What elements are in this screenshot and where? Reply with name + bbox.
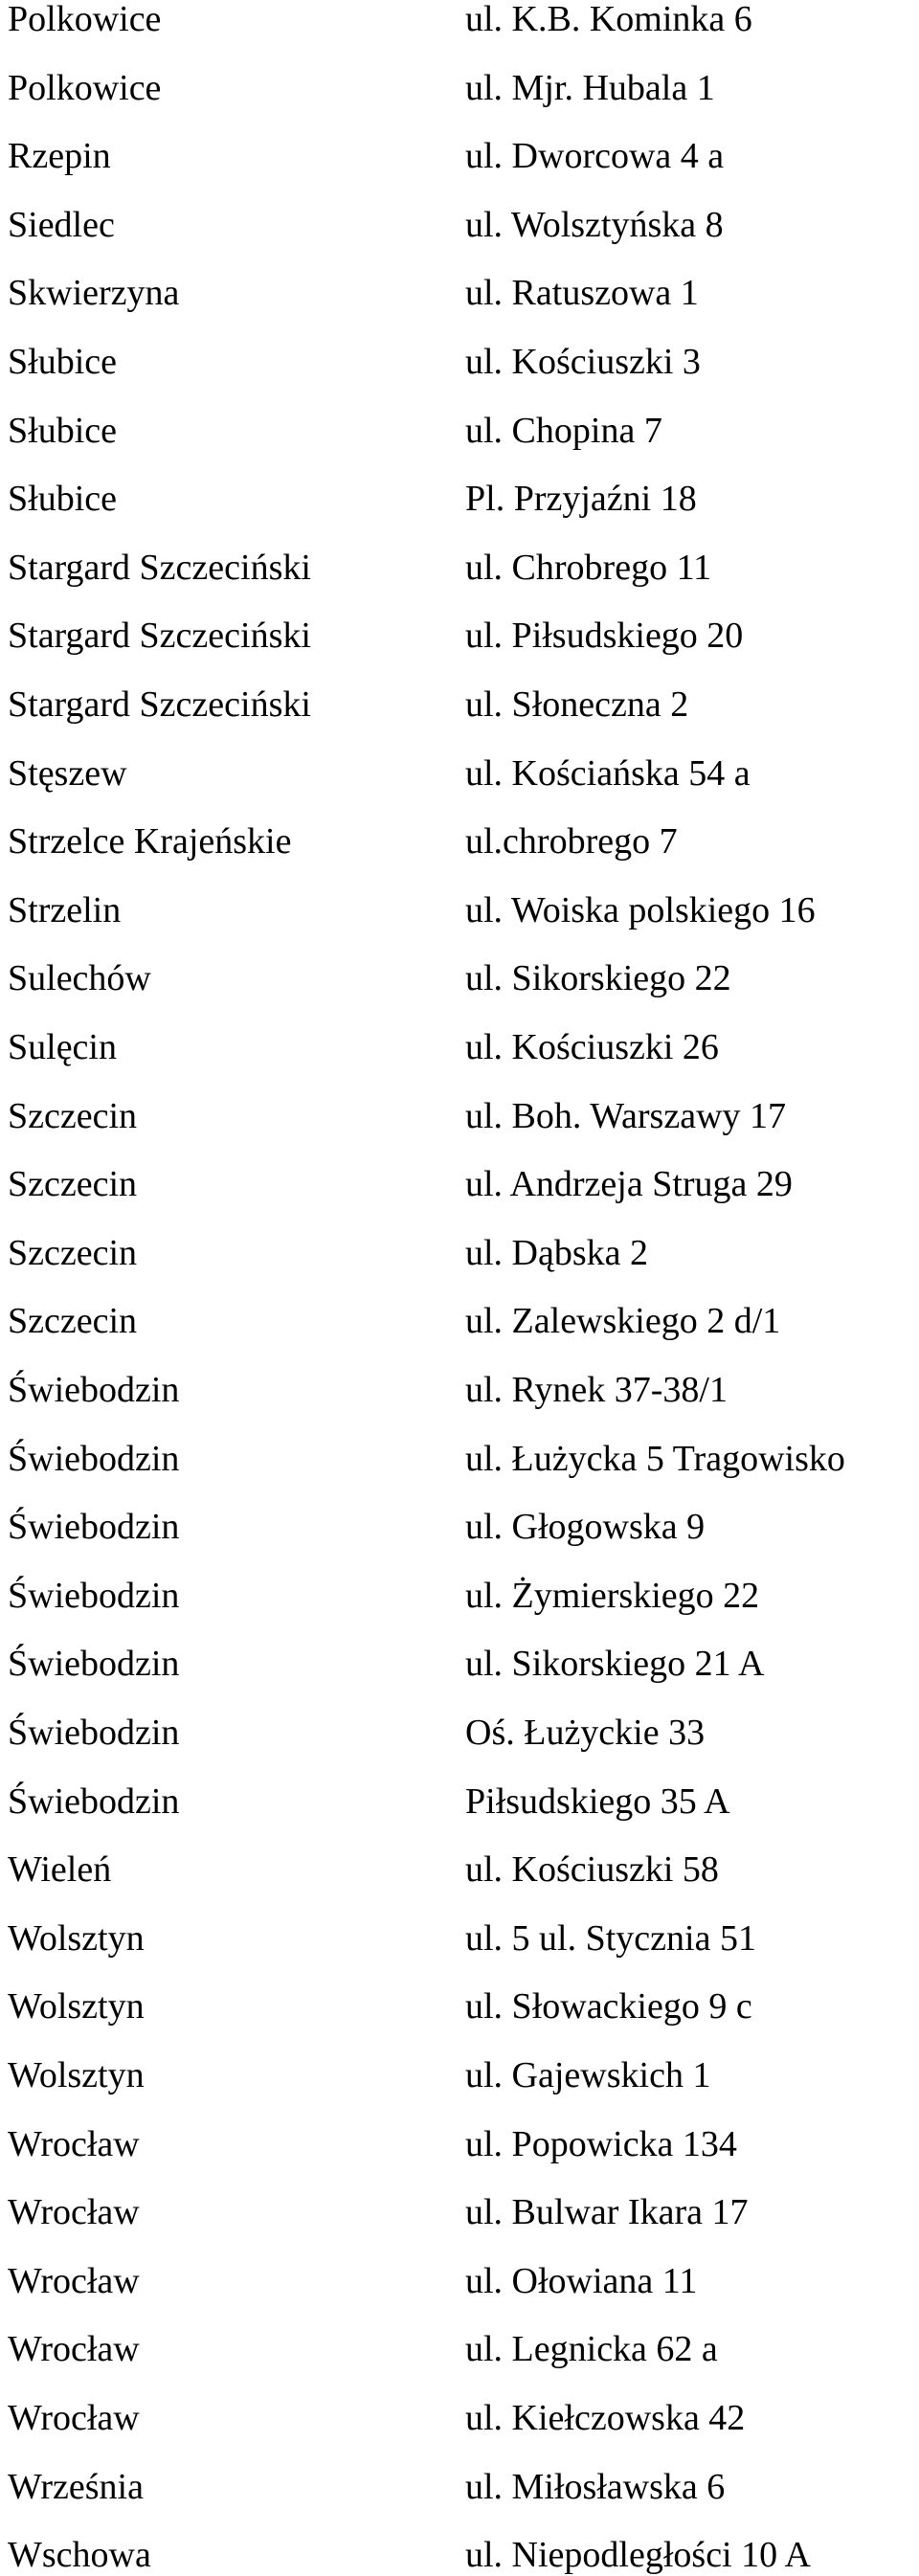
street-address: ul. Bulwar Ikara 17 — [465, 2192, 749, 2233]
street-address: ul. Słoneczna 2 — [465, 684, 689, 725]
street-address: Piłsudskiego 35 A — [465, 1781, 730, 1822]
street-address: ul. Kościańska 54 a — [465, 752, 751, 794]
street-address: ul. Ratuszowa 1 — [465, 273, 699, 314]
city-name: Polkowice — [8, 67, 162, 108]
list-item — [0, 0, 919, 54]
street-address: Pl. Przyjaźni 18 — [465, 479, 697, 520]
street-address: ul. Głogowska 9 — [465, 1507, 706, 1548]
list-item — [0, 258, 919, 327]
city-name: Szczecin — [8, 1095, 138, 1136]
list-item — [0, 122, 919, 190]
city-name: Świebodzin — [8, 1370, 180, 1410]
list-item — [0, 464, 919, 533]
list-item — [0, 533, 919, 602]
street-address: ul.chrobrego 7 — [465, 821, 678, 862]
list-item — [0, 1561, 919, 1630]
street-address: ul. Andrzeja Struga 29 — [465, 1164, 793, 1205]
city-name: Września — [8, 2466, 144, 2507]
street-address: ul. K.B. Kominka 6 — [465, 0, 752, 39]
list-item — [0, 944, 919, 1013]
street-address: ul. Ołowiana 11 — [465, 2260, 698, 2301]
street-address: ul. Łużycka 5 Tragowisko — [465, 1438, 845, 1479]
city-name: Świebodzin — [8, 1438, 180, 1479]
street-address: ul. Chrobrego 11 — [465, 547, 712, 588]
list-item — [0, 2453, 919, 2521]
city-name: Wolsztyn — [8, 1986, 145, 2027]
city-name: Stęszew — [8, 752, 127, 794]
list-item — [0, 2178, 919, 2247]
list-item — [0, 1424, 919, 1493]
street-address: ul. Dworcowa 4 a — [465, 136, 725, 177]
city-name: Stargard Szczeciński — [8, 616, 311, 657]
street-address: ul. Rynek 37-38/1 — [465, 1370, 728, 1410]
list-item — [0, 739, 919, 808]
street-address: ul. Dąbska 2 — [465, 1232, 649, 1273]
street-address: ul. Słowackiego 9 c — [465, 1986, 752, 2027]
street-address: ul. 5 ul. Stycznia 51 — [465, 1917, 756, 1959]
city-name: Słubice — [8, 479, 117, 520]
street-address: ul. Zalewskiego 2 d/1 — [465, 1301, 781, 1342]
city-name: Wrocław — [8, 2192, 140, 2233]
street-address: ul. Żymierskiego 22 — [465, 1575, 760, 1616]
city-name: Szczecin — [8, 1301, 138, 1342]
street-address: ul. Kościuszki 26 — [465, 1027, 719, 1067]
list-item — [0, 1082, 919, 1151]
list-item — [0, 2041, 919, 2110]
street-address: ul. Wolsztyńska 8 — [465, 204, 724, 245]
city-name: Wolsztyn — [8, 2055, 145, 2095]
city-name: Sulechów — [8, 958, 151, 999]
list-item — [0, 1972, 919, 2041]
street-address: ul. Kościuszki 58 — [465, 1849, 719, 1891]
city-name: Wschowa — [8, 2535, 151, 2576]
list-item — [0, 601, 919, 670]
list-item — [0, 2110, 919, 2179]
street-address: ul. Sikorskiego 22 — [465, 958, 731, 999]
street-address: ul. Sikorskiego 21 A — [465, 1644, 765, 1685]
street-address: ul. Miłosławska 6 — [465, 2466, 726, 2507]
list-item — [0, 1355, 919, 1424]
street-address: ul. Popowicka 134 — [465, 2123, 737, 2164]
list-item — [0, 1013, 919, 1082]
list-item — [0, 1492, 919, 1561]
city-name: Szczecin — [8, 1232, 138, 1273]
city-name: Wolsztyn — [8, 1917, 145, 1959]
list-item — [0, 1629, 919, 1698]
city-name: Rzepin — [8, 136, 111, 177]
list-item — [0, 1767, 919, 1836]
list-item — [0, 2520, 919, 2576]
city-name: Sulęcin — [8, 1027, 117, 1067]
list-item — [0, 1835, 919, 1904]
city-name: Siedlec — [8, 204, 115, 245]
list-item — [0, 1698, 919, 1767]
street-address: ul. Piłsudskiego 20 — [465, 616, 744, 657]
street-address: ul. Chopina 7 — [465, 410, 662, 451]
street-address: ul. Legnicka 62 a — [465, 2329, 718, 2370]
city-name: Świebodzin — [8, 1713, 180, 1753]
city-name: Szczecin — [8, 1164, 138, 1205]
street-address: Oś. Łużyckie 33 — [465, 1713, 706, 1753]
list-item — [0, 670, 919, 739]
city-name: Wrocław — [8, 2398, 140, 2438]
city-name: Strzelce Krajeńskie — [8, 821, 292, 862]
city-name: Świebodzin — [8, 1575, 180, 1616]
city-name: Strzelin — [8, 889, 122, 930]
list-item — [0, 2247, 919, 2316]
city-name: Świebodzin — [8, 1781, 180, 1822]
list-item — [0, 2315, 919, 2384]
city-name: Świebodzin — [8, 1644, 180, 1685]
street-address: ul. Boh. Warszawy 17 — [465, 1095, 787, 1136]
city-name: Słubice — [8, 410, 117, 451]
city-name: Stargard Szczeciński — [8, 684, 311, 725]
street-address: ul. Kościuszki 3 — [465, 342, 701, 382]
city-name: Wrocław — [8, 2329, 140, 2370]
city-name: Świebodzin — [8, 1507, 180, 1548]
list-item — [0, 807, 919, 876]
list-item — [0, 54, 919, 123]
list-item — [0, 1287, 919, 1355]
list-item — [0, 876, 919, 945]
list-item — [0, 327, 919, 396]
city-name: Polkowice — [8, 0, 162, 39]
street-address: ul. Niepodległości 10 A — [465, 2535, 811, 2576]
city-name: Stargard Szczeciński — [8, 547, 311, 588]
list-item — [0, 396, 919, 465]
street-address: ul. Kiełczowska 42 — [465, 2398, 746, 2438]
city-name: Słubice — [8, 342, 117, 382]
street-address: ul. Woiska polskiego 16 — [465, 889, 816, 930]
street-address: ul. Mjr. Hubala 1 — [465, 67, 715, 108]
city-name: Wrocław — [8, 2260, 140, 2301]
list-item — [0, 1219, 919, 1288]
list-item — [0, 1904, 919, 1973]
list-item — [0, 190, 919, 259]
street-address: ul. Gajewskich 1 — [465, 2055, 711, 2095]
city-name: Wieleń — [8, 1849, 112, 1891]
city-name: Wrocław — [8, 2123, 140, 2164]
list-item — [0, 2384, 919, 2453]
city-name: Skwierzyna — [8, 273, 180, 314]
list-item — [0, 1150, 919, 1219]
